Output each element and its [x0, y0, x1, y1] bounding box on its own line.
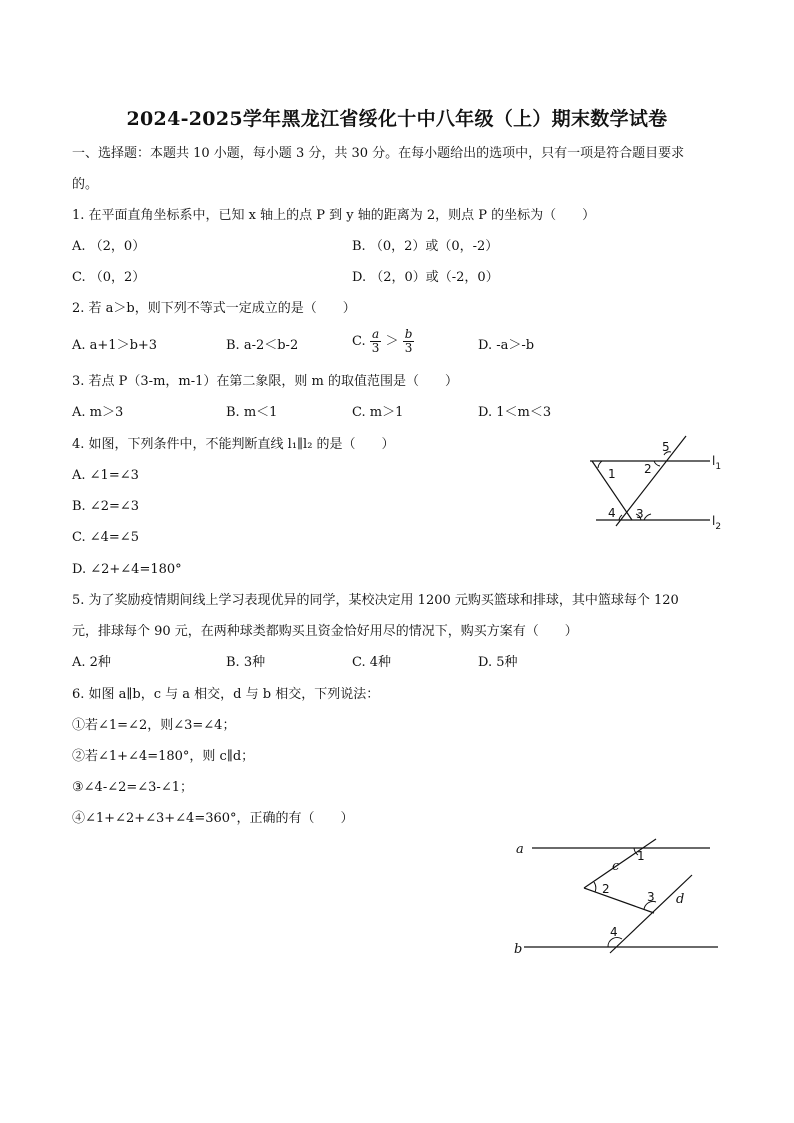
- angle-label-1: 1: [637, 849, 645, 863]
- question-5-option-a: A. 2种: [72, 655, 111, 670]
- fraction-numerator: b: [404, 327, 413, 341]
- line-label-b: b: [514, 942, 523, 957]
- angle-label-2: 2: [602, 882, 610, 896]
- l1-letter: l: [712, 454, 716, 468]
- angle-arc-2: [594, 882, 596, 892]
- question-6-statement-2: ②若∠1+∠4=180°，则 c∥d；: [72, 749, 255, 764]
- option-c-prefix: C.: [352, 334, 366, 349]
- fraction-denominator: 3: [371, 341, 380, 355]
- question-2-option-a: A. a+1＞b+3: [72, 338, 158, 353]
- question-5-option-b: B. 3种: [226, 655, 266, 670]
- figure-parallel-lines-a-b: [510, 835, 725, 960]
- question-3-option-d: D. 1＜m＜3: [478, 405, 552, 420]
- question-5-option-d: D. 5种: [478, 655, 518, 670]
- question-5-option-c: C. 4种: [352, 655, 392, 670]
- question-6-statement-3: ③∠4-∠2=∠3-∠1；: [72, 780, 193, 795]
- question-1-stem: 1. 在平面直角坐标系中，已知 x 轴上的点 P 到 y 轴的距离为 2，则点 P 的坐标为（ ）: [72, 208, 596, 223]
- fraction-b-over-3: [403, 328, 415, 355]
- line-c: [584, 839, 656, 888]
- question-4-option-b: B. ∠2=∠3: [72, 499, 140, 514]
- segment-bend: [584, 888, 654, 913]
- angle-label-3: 3: [647, 890, 655, 904]
- exam-title: 2024-2025学年黑龙江省绥化十中八年级（上）期末数学试卷: [126, 108, 668, 130]
- angle-label-1: 1: [608, 467, 616, 481]
- question-4-option-d: D. ∠2+∠4=180°: [72, 562, 182, 577]
- question-3-stem: 3. 若点 P（3-m，m-1）在第二象限，则 m 的取值范围是（ ）: [72, 374, 458, 389]
- angle-label-4: 4: [610, 925, 618, 939]
- question-1-option-b: B. （0，2）或（0，-2）: [352, 239, 499, 254]
- question-5-stem-line1: 5. 为了奖励疫情期间线上学习表现优异的同学，某校决定用 1200 元购买篮球和排球，其中篮球每个 120: [72, 593, 679, 608]
- question-6-statement-1: ①若∠1=∠2，则∠3=∠4；: [72, 718, 236, 733]
- question-4-stem: 4. 如图，下列条件中，不能判断直线 l₁∥l₂ 的是（ ）: [72, 437, 395, 452]
- question-2-stem: 2. 若 a＞b，则下列不等式一定成立的是（ ）: [72, 301, 356, 316]
- angle-arc-2: [654, 461, 660, 466]
- question-1-option-c: C. （0，2）: [72, 270, 146, 285]
- line-label-c: c: [612, 859, 620, 874]
- angle-arc-3-right: [644, 514, 651, 520]
- question-4-option-c: C. ∠4=∠5: [72, 530, 139, 545]
- l1-subscript: 1: [715, 462, 722, 472]
- angle-label-5: 5: [662, 440, 670, 454]
- question-5-stem-line2: 元，排球每个 90 元，在两种球类都购买且资金恰好用尽的情况下，购买方案有（ ）: [72, 624, 578, 639]
- angle-label-4: 4: [608, 506, 616, 520]
- fraction-a-over-3: [370, 328, 382, 355]
- question-2-option-b: B. a-2＜b-2: [226, 338, 299, 353]
- fraction-numerator: a: [370, 328, 382, 342]
- question-4-option-a: A. ∠1=∠3: [72, 468, 139, 483]
- question-3-option-a: A. m＞3: [72, 405, 124, 420]
- line-label-d: d: [676, 892, 685, 907]
- question-2-option-c: [352, 328, 414, 355]
- line-label-l2: [712, 514, 721, 532]
- question-6-statement-4: ④∠1+∠2+∠3+∠4=360°，正确的有（ ）: [72, 811, 354, 826]
- l2-subscript: 2: [715, 522, 722, 532]
- question-3-option-c: C. m＞1: [352, 405, 404, 420]
- question-1-option-a: A. （2，0）: [72, 239, 146, 254]
- question-6-stem: 6. 如图 a∥b，c 与 a 相交，d 与 b 相交，下列说法：: [72, 687, 380, 702]
- transversal-right: [616, 436, 686, 526]
- figure-parallel-lines-l1-l2: [586, 432, 726, 534]
- fraction-denominator: 3: [404, 341, 413, 355]
- angle-label-3: 3: [636, 507, 644, 521]
- line-label-a: a: [516, 842, 524, 857]
- section-instruction-line1: 一、选择题：本题共 10 小题，每小题 3 分，共 30 分。在每小题给出的选项中，只有一项是符合题目要求: [72, 146, 685, 161]
- line-label-l1: [712, 454, 721, 472]
- question-3-option-b: B. m＜1: [226, 405, 278, 420]
- l2-letter: l: [712, 514, 716, 528]
- section-instruction-line2: 的。: [72, 177, 99, 192]
- comparison-operator: ＞: [385, 334, 399, 349]
- angle-arc-1: [598, 461, 602, 468]
- question-2-option-d: D. -a＞-b: [478, 338, 535, 353]
- question-1-option-d: D. （2，0）或（-2，0）: [352, 270, 499, 285]
- line-d: [610, 875, 692, 953]
- angle-label-2: 2: [644, 462, 652, 476]
